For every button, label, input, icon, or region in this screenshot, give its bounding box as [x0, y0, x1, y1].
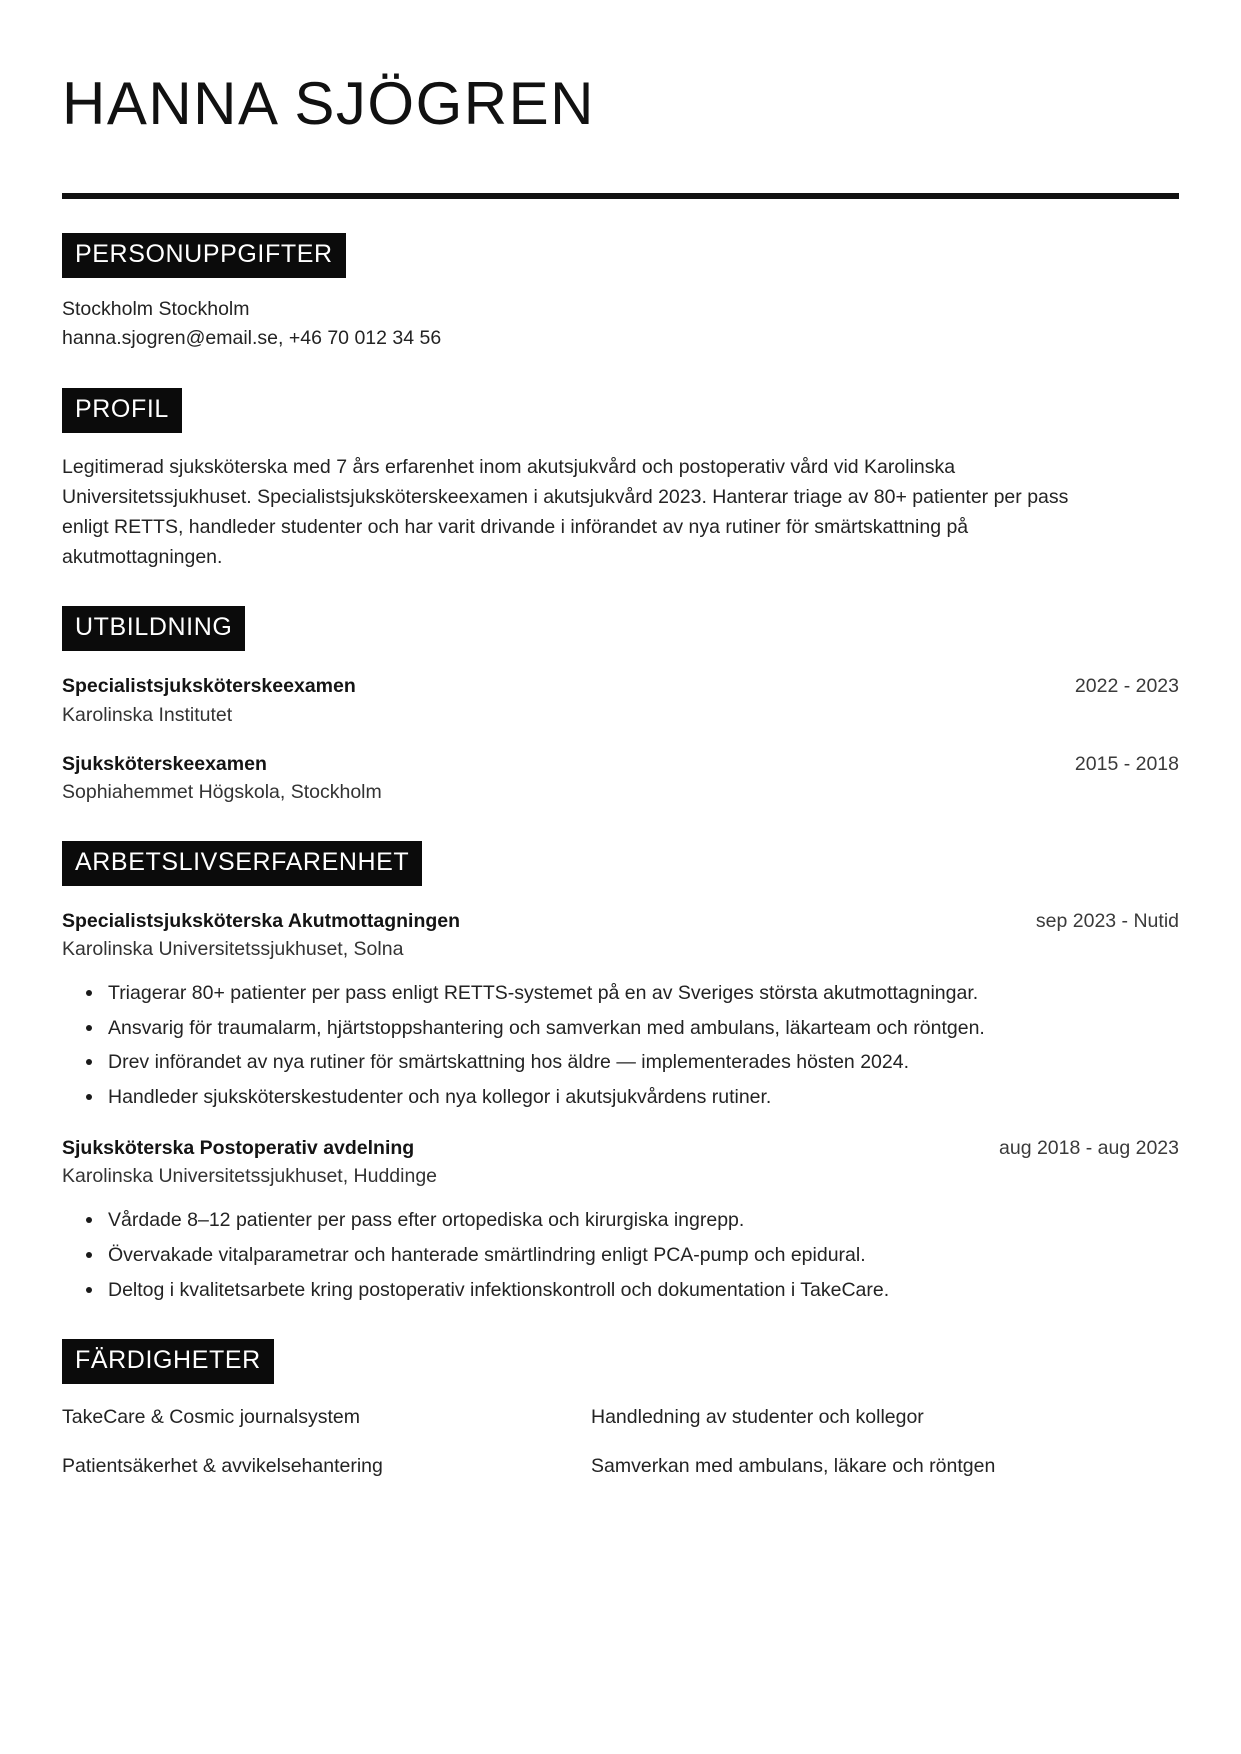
education-date-range: 2015 - 2018: [1074, 752, 1179, 775]
section-profile: [62, 388, 1179, 573]
experience-entry: [62, 908, 1179, 1113]
experience-employer: Karolinska Universitetssjukhuset, Huddinge: [62, 1165, 438, 1188]
section-heading-profile: PROFIL: [62, 388, 182, 433]
list-item: Triagerar 80+ patienter per pass enligt RETTS-systemet på en av Sveriges största akutmottagningar.: [80, 979, 1179, 1009]
experience-responsibility-list: [62, 979, 1179, 1113]
contact-email-phone: hanna.sjogren@email.se, +46 70 012 34 56: [62, 327, 442, 350]
education-degree: Specialistsjuksköterskeexamen: [62, 675, 356, 698]
section-skills: [62, 1339, 1179, 1481]
list-item: Vårdade 8–12 patienter per pass efter ortopediska och kirurgiska ingrepp.: [80, 1206, 1179, 1236]
list-item: Deltog i kvalitetsarbete kring postoperativ infektionskontroll och dokumentation i TakeCare.: [80, 1276, 1179, 1306]
education-entry: [62, 673, 1179, 729]
education-degree: Sjuksköterskeexamen: [62, 752, 267, 775]
header-block: [62, 0, 1179, 199]
experience-entry: [62, 1135, 1179, 1305]
contact-details: [62, 295, 1179, 354]
experience-entry-header: [62, 1135, 1179, 1161]
experience-employer: Karolinska Universitetssjukhuset, Solna: [62, 937, 404, 960]
section-education: [62, 606, 1179, 806]
education-institution: Sophiahemmet Högskola, Stockholm: [62, 781, 382, 804]
education-entry-header: [62, 751, 1179, 777]
experience-date-range: sep 2023 - Nutid: [1035, 909, 1179, 932]
section-personal-details: [62, 233, 1179, 354]
section-work-experience: [62, 841, 1179, 1306]
experience-responsibility-list: [62, 1206, 1179, 1305]
page-title: HANNA SJÖGREN: [62, 70, 595, 137]
list-item: Ansvarig för traumalarm, hjärtstoppshantering och samverkan med ambulans, läkarteam och röntgen.: [80, 1014, 1179, 1044]
experience-job-title: Sjuksköterska Postoperativ avdelning: [62, 1136, 415, 1159]
list-item: Drev införandet av nya rutiner för smärtskattning hos äldre — implementerades hösten 2024.: [80, 1048, 1179, 1078]
skills-grid: [62, 1404, 1072, 1481]
header-divider: [62, 193, 1179, 199]
section-heading-personal-details: PERSONUPPGIFTER: [62, 233, 346, 278]
experience-date-range: aug 2018 - aug 2023: [999, 1136, 1179, 1159]
experience-entry-header: [62, 908, 1179, 934]
skill-item: TakeCare & Cosmic journalsystem: [62, 1406, 361, 1429]
profile-summary-text: Legitimerad sjuksköterska med 7 års erfarenhet inom akutsjukvård och postoperativ vård vid Karolinska Universitetssjukhuset. Specialistsjuksköterskeexamen i akutsjukvård 2023. Hanterar triage av 80+ patienter per pass enligt RETTS, handleder studenter och har varit drivande i införandet av nya rutiner för smärtskattning på akutmottagningen.: [62, 455, 1069, 569]
education-entry: [62, 751, 1179, 807]
skill-item: Samverkan med ambulans, läkare och röntgen: [591, 1455, 996, 1478]
contact-location: Stockholm Stockholm: [62, 298, 250, 320]
experience-job-title: Specialistsjuksköterska Akutmottagningen: [62, 909, 461, 932]
skill-item: Handledning av studenter och kollegor: [591, 1406, 924, 1429]
section-heading-work-experience: ARBETSLIVSERFARENHET: [62, 841, 422, 886]
education-entry-header: [62, 673, 1179, 699]
education-date-range: 2022 - 2023: [1074, 675, 1179, 698]
section-heading-education: UTBILDNING: [62, 606, 245, 651]
section-heading-skills: FÄRDIGHETER: [62, 1339, 274, 1384]
list-item: Övervakade vitalparametrar och hanterade smärtlindring enligt PCA-pump och epidural.: [80, 1241, 1179, 1271]
education-institution: Karolinska Institutet: [62, 703, 233, 726]
skill-item: Patientsäkerhet & avvikelsehantering: [62, 1455, 383, 1478]
list-item: Handleder sjuksköterskestudenter och nya kollegor i akutsjukvårdens rutiner.: [80, 1083, 1179, 1113]
